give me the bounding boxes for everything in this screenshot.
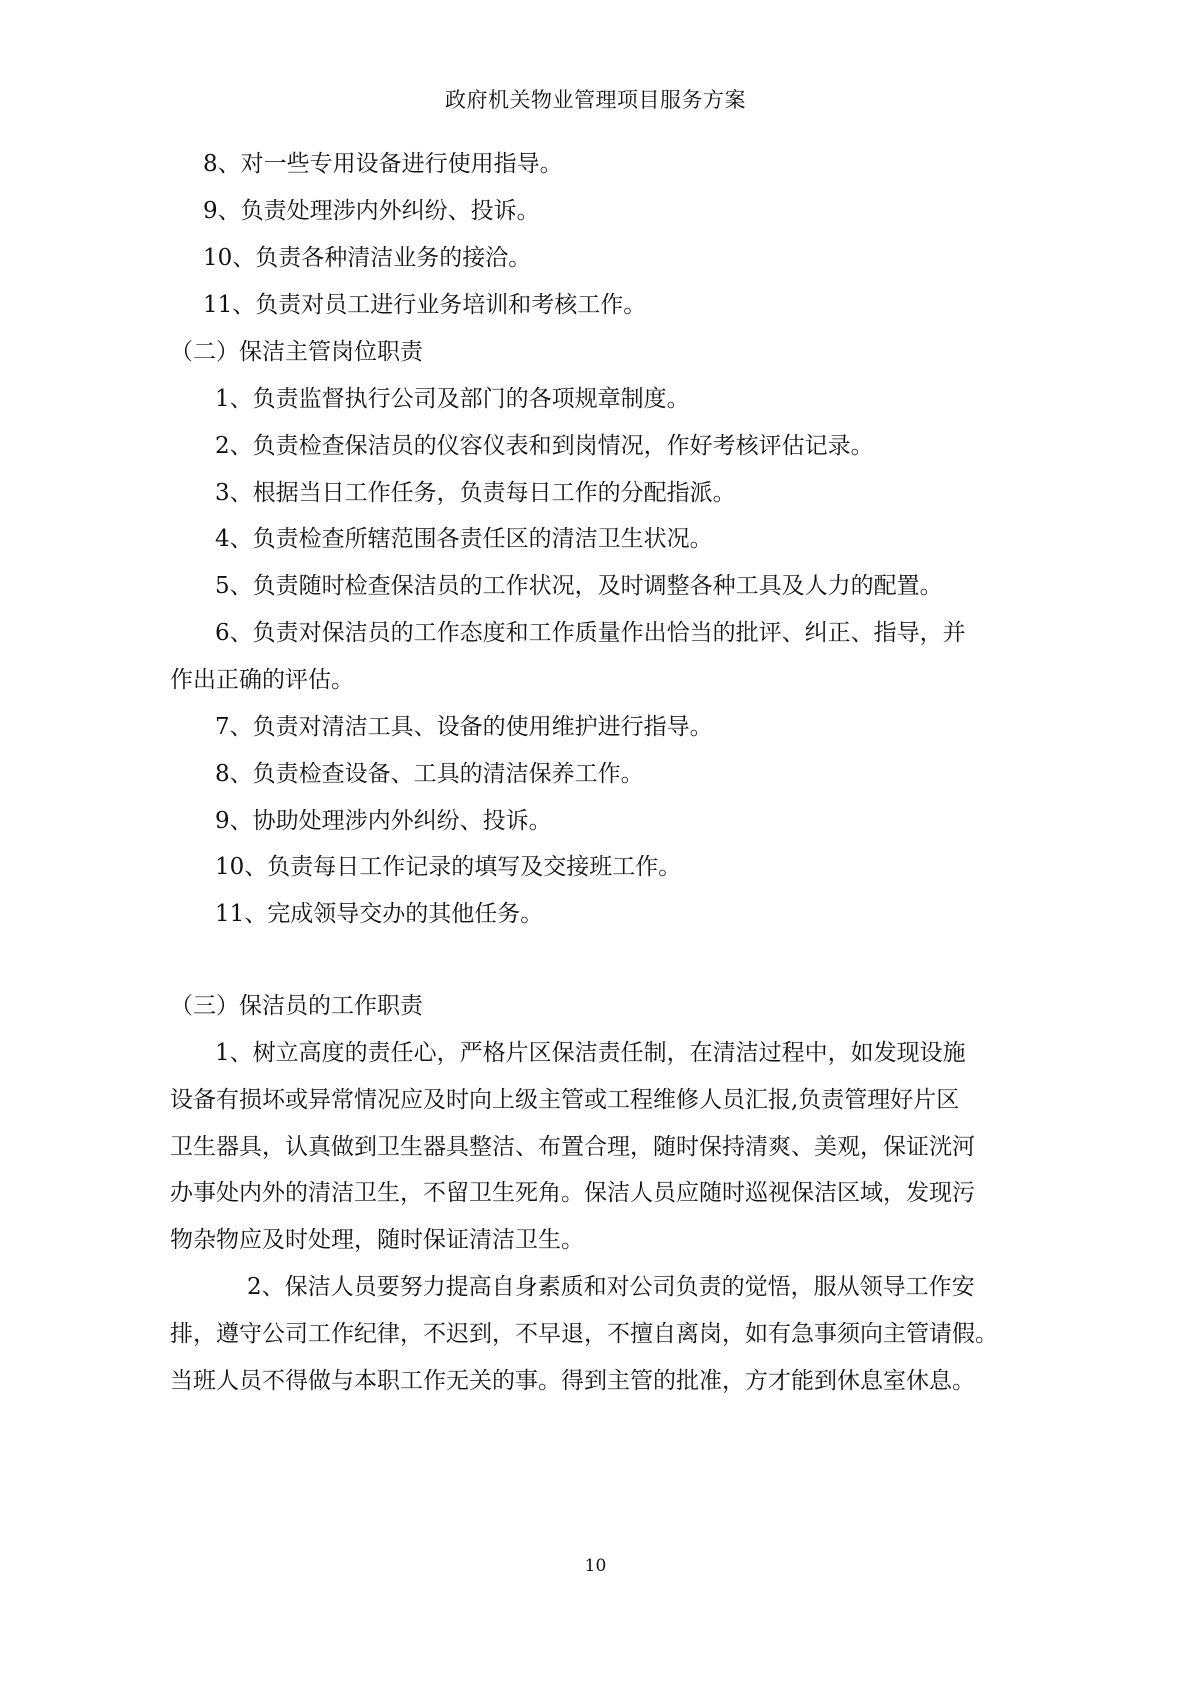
list-item: 8、对一些专用设备进行使用指导。 bbox=[203, 151, 563, 177]
running-header: 政府机关物业管理项目服务方案 bbox=[445, 88, 746, 112]
list-item: 9、协助处理涉内外纠纷、投诉。 bbox=[215, 808, 552, 834]
paragraph-line: 当班人员不得做与本职工作无关的事。得到主管的批准，方才能到休息室休息。 bbox=[170, 1368, 975, 1394]
list-item: 8、负责检查设备、工具的清洁保养工作。 bbox=[215, 761, 644, 787]
list-item: 7、负责对清洁工具、设备的使用维护进行指导。 bbox=[215, 714, 713, 740]
paragraph-line: 设备有损坏或异常情况应及时向上级主管或工程维修人员汇报,负责管理好片区 bbox=[170, 1087, 960, 1113]
list-item: 11、完成领导交办的其他任务。 bbox=[215, 901, 544, 927]
list-item: 10、负责每日工作记录的填写及交接班工作。 bbox=[215, 854, 682, 880]
list-item: 11、负责对员工进行业务培训和考核工作。 bbox=[203, 292, 647, 318]
list-item: 5、负责随时检查保洁员的工作状况，及时调整各种工具及人力的配置。 bbox=[215, 573, 943, 599]
paragraph-line: 排，遵守公司工作纪律，不迟到，不早退，不擅自离岗，如有急事须向主管请假。 bbox=[170, 1321, 998, 1347]
paragraph-line: 2、保洁人员要努力提高自身素质和对公司负责的觉悟，服从领导工作安 bbox=[247, 1274, 975, 1300]
list-item-continuation: 作出正确的评估。 bbox=[170, 667, 354, 693]
paragraph-line: 办事处内外的清洁卫生，不留卫生死角。保洁人员应随时巡视保洁区域，发现污 bbox=[170, 1180, 975, 1206]
list-item: 1、负责监督执行公司及部门的各项规章制度。 bbox=[215, 386, 690, 412]
page-number: 10 bbox=[584, 1556, 607, 1576]
list-item: 9、负责处理涉内外纠纷、投诉。 bbox=[203, 198, 540, 224]
paragraph-line: 物杂物应及时处理，随时保证清洁卫生。 bbox=[170, 1227, 584, 1253]
list-item: 10、负责各种清洁业务的接洽。 bbox=[203, 245, 532, 271]
list-item: 2、负责检查保洁员的仪容仪表和到岗情况，作好考核评估记录。 bbox=[215, 433, 874, 459]
list-item: 3、根据当日工作任务，负责每日工作的分配指派。 bbox=[215, 480, 736, 506]
paragraph-line: 卫生器具，认真做到卫生器具整洁、布置合理，随时保持清爽、美观，保证洸河 bbox=[170, 1134, 975, 1160]
list-item: 4、负责检查所辖范围各责任区的清洁卫生状况。 bbox=[215, 526, 713, 552]
section-heading: （三）保洁员的工作职责 bbox=[170, 993, 423, 1019]
paragraph-line: 1、树立高度的责任心，严格片区保洁责任制，在清洁过程中，如发现设施 bbox=[215, 1040, 966, 1066]
list-item: 6、负责对保洁员的工作态度和工作质量作出恰当的批评、纠正、指导，并 bbox=[215, 620, 966, 646]
section-heading: （二）保洁主管岗位职责 bbox=[170, 339, 423, 365]
